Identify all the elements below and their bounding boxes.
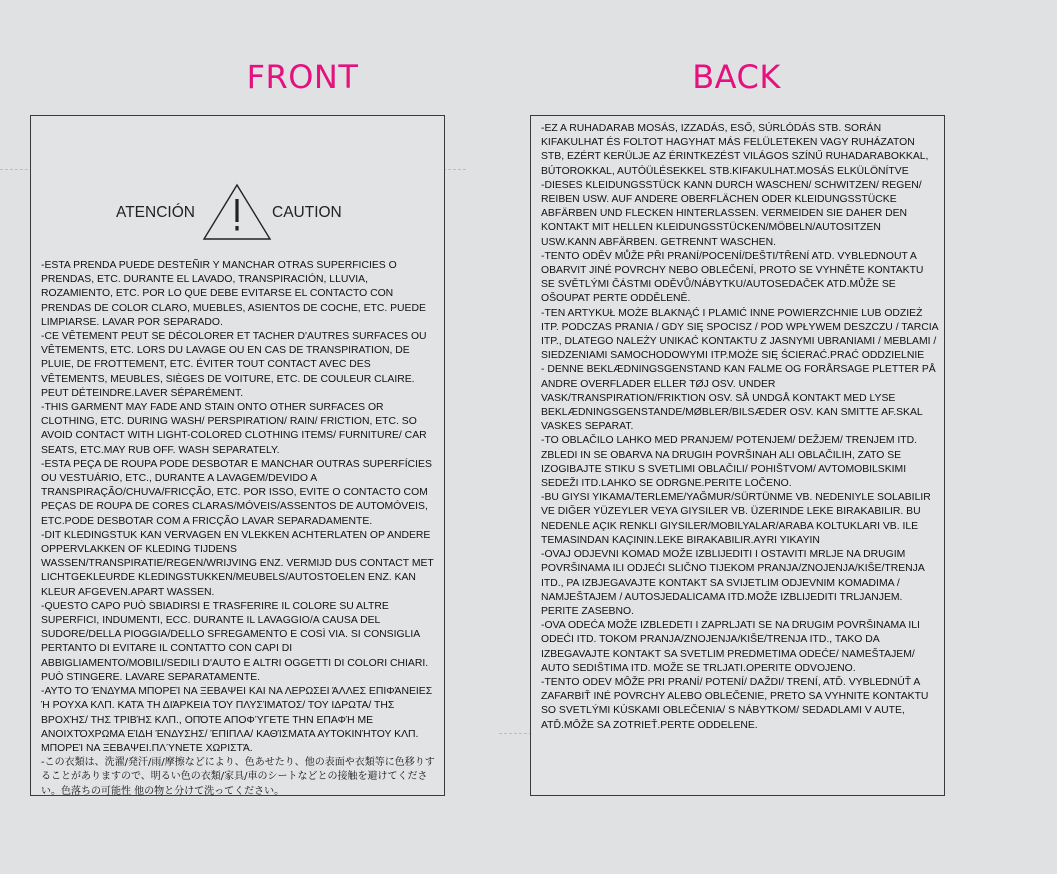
care-paragraph-es: -ESTA PRENDA PUEDE DESTEÑIR Y MANCHAR OTRAS SUPERFICIES O PRENDAS, ETC. DURANTE EL LAVADO, TRANSPIRACIÓN, LLUVIA, ROZAMIENTO, ETC. POR LO QUE DEBE EVITARSE EL CONTACTO CON PRENDAS DE COLOR CLARO, MUEBLES, ASIENTOS DE COCHE, ETC. PUEDE LIMPIARSE. LAVAR POR SEPARADO. (41, 260, 426, 328)
care-paragraph-sl: -TO OBLAČILO LAHKO MED PRANJEM/ POTENJEM/ DEŽJEM/ TRENJEM ITD. ZBLEDI IN SE OBARVA NA DRUGIH POVRŠINAH ALI OBLAČILIH, ZATO SE IZOGIBAJTE STIKU S SVETLIMI OBLAČILI/ POHIŠTVOM/ AVTOMOBILSKIMI SEDEŽI ITD.LAHKO SE ODRGNE.PERITE LOČENO. (541, 435, 918, 490)
care-paragraph-hr: -OVAJ ODJEVNI KOMAD MOŽE IZBLIJEDITI I OSTAVITI MRLJE NA DRUGIM POVRŠINAMA ILI ODJEĆI SLIČNO TIJEKOM PRANJA/ZNOJENJA/KIŠE/TRENJA ITD., PA IZBJEGAVAJTE KONTAKT SA SVIJETLIM ODJEVNIM KOMADIMA / NAMJEŠTAJEM / AUTOSJEDALICAMA ITD.MOŽE IZBLIJEDITI TRLJANJEM. PERITE ZASEBNO. (541, 549, 925, 617)
care-paragraph-fr: -CE VÊTEMENT PEUT SE DÉCOLORER ET TACHER D'AUTRES SURFACES OU VÊTEMENTS, ETC. LORS DU LAVAGE OU EN CAS DE TRANSPIRATION, DE PLUIE, DE FROTTEMENT, ETC. ÉVITER TOUT CONTACT AVEC DES VÊTEMENTS, MEUBLES, SIÈGES DE VOITURE, ETC. DE COULEUR CLAIRE. PEUT DÉTEINDRE.LAVER SÉPARÉMENT. (41, 331, 427, 399)
front-title: FRONT (246, 58, 359, 96)
care-paragraph-it: -QUESTO CAPO PUÒ SBIADIRSI E TRASFERIRE IL COLORE SU ALTRE SUPERFICI, INDUMENTI, ECC. DURANTE IL LAVAGGIO/A CAUSA DEL SUDORE/DELLA PIOGGIA/DELLO SFREGAMENTO E COSÌ VIA. SI CONSIGLIA PERTANTO DI EVITARE IL CONTATTO CON CAPI DI ABBIGLIAMENTO/MOBILI/SEDILI D'AUTO E ALTRI OGGETTI DI COLORI CHIARI. PUÒ STINGERE. LAVARE SEPARATAMENTE. (41, 600, 429, 683)
care-paragraph-en: -THIS GARMENT MAY FADE AND STAIN ONTO OTHER SURFACES OR CLOTHING, ETC. DURING WASH/ PERSPIRATION/ RAIN/ FRICTION, ETC. SO AVOID CONTACT WITH LIGHT-COLORED CLOTHING ITEMS/ FURNITURE/ CAR SEATS, ETC.MAY RUB OFF. WASH SEPARATELY. (41, 402, 427, 456)
care-paragraph-hu: -EZ A RUHADARAB MOSÁS, IZZADÁS, ESŐ, SÚRLÓDÁS STB. SORÁN KIFAKULHAT ÉS FOLTOT HAGYHAT MÁS FELÜLETEKEN VAGY RUHÁZATON STB, EZÉRT KERÜLJE AZ ÉRINTKEZÉST VILÁGOS SZÍNŰ RUHADARABOKKAL, BÚTOROKKAL, AUTÓÜLÉSEKKEL STB.KIFAKULHAT.MOSÁS ELKÜLÖNÍTVE (541, 123, 929, 177)
warning-label-es: ATENCIÓN (116, 204, 195, 221)
back-care-text (541, 122, 939, 733)
care-paragraph-tr: -BU GIYSI YIKAMA/TERLEME/YAĞMUR/SÜRTÜNME VB. NEDENIYLE SOLABILIR VE DIĞER YÜZEYLER VEYA GIYSILER VB. ÜZERINDE LEKE BIRAKABILIR. BU NEDENLE AÇIK RENKLI GIYSILER/MOBILYALAR/ARABA KOLTUKLARI VB. ILE TEMASINDAN KAÇININ.LEKE BIRAKABILIR.AYRI YIKAYIN (541, 492, 931, 546)
front-care-text (41, 259, 439, 799)
front-label-card (30, 115, 445, 796)
back-title: BACK (692, 58, 781, 96)
care-paragraph-da: - DENNE BEKLÆDNINGSGENSTAND KAN FALME OG FORÅRSAGE PLETTER PÅ ANDRE OVERFLADER ELLER TØJ OSV. UNDER VASK/TRANSPIRATION/FRIKTION OSV. SÅ UNDGÅ KONTAKT MED LYSE BEKLÆDNINGSGENSTANDE/MØBLER/BILSÆDER OSV. KAN SMITTE AF.SKAL VASKES SEPARAT. (541, 364, 936, 433)
care-paragraph-cs: -TENTO ODĚV MŮŽE PŘI PRANÍ/POCENÍ/DEŠTI/TŘENÍ ATD. VYBLEDNOUT A OBARVIT JINÉ POVRCHY NEBO OBLEČENÍ, PROTO SE VYHNĚTE KONTAKTU SE SVĚTLÝMI ČÁSTMI ODĚVŮ/NÁBYTKU/AUTOSEDAČEK ATD.MŮŽE SE OŠOUPAT PERTE ODDĚLENĚ. (541, 250, 924, 305)
care-paragraph-pl: -TEN ARTYKUŁ MOŻE BLAKNĄĆ I PLAMIĆ INNE POWIERZCHNIE LUB ODZIEŻ ITP. PODCZAS PRANIA / GDY SIĘ SPOCISZ / POD WPŁYWEM DESZCZU / TARCIA ITP., DLATEGO NALEŻY UNIKAĆ KONTAKTU Z JASNYMI UBRANIAMI / MEBLAMI / SIEDZENIAMI SAMOCHODOWYMI ITP.MOŻE SIĘ ŚCIERAĆ.PRAĆ ODDZIELNIE (541, 307, 939, 362)
care-paragraph-ja: -この衣類は、洗濯/発汗/雨/摩擦などにより、色あせたり、他の表面や衣類等に色移りすることがありますので、明るい色の衣類/家具/車のシートなどとの接触を避けてください。色落ちの可能性 他の物と分けて洗ってください。 (41, 757, 435, 797)
warning-label-en: CAUTION (272, 204, 342, 221)
care-paragraph-sr: -OVA ODEĆA MOŽE IZBLEDETI I ZAPRLJATI SE NA DRUGIM POVRŠINAMA ILI ODEĆI ITD. TOKOM PRANJA/ZNOJENJA/KIŠE/TRENJA ITD., TAKO DA IZBEGAVAJTE KONTAKT SA SVETLIM PREDMETIMA ODEĆE/ NAMEŠTAJEM/ AUTO SEDIŠTIMA ITD. MOŽE SE TRLJATI.OPERITE ODVOJENO. (541, 620, 920, 674)
care-paragraph-nl: -DIT KLEDINGSTUK KAN VERVAGEN EN VLEKKEN ACHTERLATEN OP ANDERE OPPERVLAKKEN OF KLEDING TIJDENS WASSEN/TRANSPIRATIE/REGEN/WRIJVING ENZ. VERMIJD DUS CONTACT MET LICHTGEKLEURDE KLEDINGSTUKKEN/MEUBELS/AUTOSTOELEN ENZ. KAN KLEUR AFGEVEN.APART WASSEN. (41, 529, 434, 598)
care-paragraph-sk: -TENTO ODEV MÔŽE PRI PRANÍ/ POTENÍ/ DAŽDI/ TRENÍ, ATĎ. VYBLEDNÚŤ A ZAFARBIŤ INÉ POVRCHY ALEBO OBLEČENIE, PRETO SA VYHNITE KONTAKTU SO SVETLÝMI KÚSKAMI OBLEČENIA/ S NÁBYTKOM/ SEDADLAMI V AUTE, ATĎ.MÔŽE SA ZOTRIEŤ.PERTE ODDELENE. (541, 676, 929, 731)
caution-header (31, 182, 444, 242)
care-paragraph-el: -ΑΥΤΟ ΤΟ ΈΝΔΥΜΑ ΜΠΟΡΕΊ ΝΑ ΞΕΒΑΨΕΙ ΚΑΙ ΝΑ ΛΕΡΩΣΕΙ ΆΛΛΕΣ ΕΠΙΦΆΝΕΙΕΣ Ή ΡΟΥΧΑ ΚΛΠ. ΚΑΤΆ ΤΗ ΔΙΆΡΚΕΙΑ ΤΟΥ ΠΛΥΣΊΜΑΤΟΣ/ ΤΟΥ ΙΔΡΩΤΑ/ ΤΗΣ ΒΡΟΧΉΣ/ ΤΗΣ ΤΡΙΒΉΣ ΚΛΠ., ΟΠΌΤΕ ΑΠΟΦΎΓΕΤΕ ΤΗΝ ΕΠΑΦΉ ΜΕ ΑΝΟΙΧΤΌΧΡΩΜΑ ΕΊΔΗ ΈΝΔΥΣΗΣ/ ΈΠΙΠΛΑ/ ΚΑΘΊΣΜΑΤΑ ΑΥΤΟΚΙΝΉΤΟΥ ΚΛΠ. ΜΠΟΡΕΊ ΝΑ ΞΕΒΑΨΕΙ.ΠΛΎΝΕΤΕ ΧΩΡΙΣΤΆ. (41, 686, 433, 754)
back-label-card (530, 115, 945, 796)
warning-triangle-icon (201, 182, 273, 242)
care-paragraph-pt: -ESTA PEÇA DE ROUPA PODE DESBOTAR E MANCHAR OUTRAS SUPERFÍCIES OU VESTUÁRIO, ETC., DURANTE A LAVAGEM/DEVIDO A TRANSPIRAÇÃO/CHUVA/FRICÇÃO, ETC. POR ISSO, EVITE O CONTACTO COM PEÇAS DE ROUPA DE CORES CLARAS/MÓVEIS/ASSENTOS DE AUTOMÓVEIS, ETC.PODE DESBOTAR COM A FRICÇÃO LAVAR SEPARADAMENTE. (41, 458, 432, 527)
care-paragraph-de: -DIESES KLEIDUNGSSTÜCK KANN DURCH WASCHEN/ SCHWITZEN/ REGEN/ REIBEN USW. AUF ANDERE OBERFLÄCHEN ODER KLEIDUNGSSTÜCKE ABFÄRBEN UND FLECKEN HINTERLASSEN. VERMEIDEN SIE DAHER DEN KONTAKT MIT HELLEN KLEIDUNGSSTÜCKEN/MÖBELN/AUTOSITZEN USW.KANN ABFÄRBEN. GETRENNT WASCHEN. (541, 179, 922, 248)
